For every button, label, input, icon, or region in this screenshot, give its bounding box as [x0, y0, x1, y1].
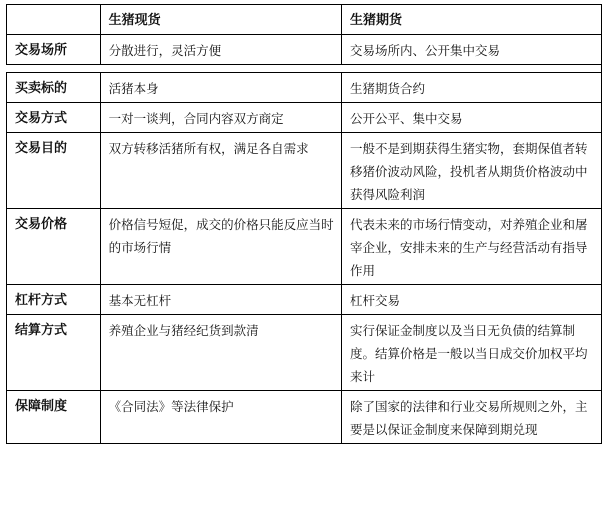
spot-cell: 价格信号短促，成交的价格只能反应当时的市场行情: [100, 209, 341, 285]
row-label: 交易方式: [7, 103, 101, 133]
row-label: 交易价格: [7, 209, 101, 285]
spot-cell: 活猪本身: [100, 73, 341, 103]
row-label: 交易目的: [7, 133, 101, 209]
table-row: [7, 133, 602, 209]
table-row: [7, 209, 602, 285]
row-label: 交易场所: [7, 35, 101, 65]
row-label: 杠杆方式: [7, 285, 101, 315]
table-row: [7, 103, 602, 133]
row-label: 结算方式: [7, 315, 101, 391]
spot-cell: 基本无杠杆: [100, 285, 341, 315]
row-label: 保障制度: [7, 391, 101, 444]
row-label: 买卖标的: [7, 73, 101, 103]
futures-cell: 一般不是到期获得生猪实物，套期保值者转移猪价波动风险，投机者从期货价格波动中获得风险利润: [341, 133, 601, 209]
table-row: [7, 285, 602, 315]
comparison-table: [6, 4, 602, 444]
table-row: [7, 391, 602, 444]
header-spot: 生猪现货: [100, 5, 341, 35]
futures-cell: 生猪期货合约: [341, 73, 601, 103]
gap-cell: [341, 65, 601, 73]
gap-cell: [7, 65, 101, 73]
spot-cell: 分散进行，灵活方便: [100, 35, 341, 65]
header-futures: 生猪期货: [341, 5, 601, 35]
table-row: [7, 73, 602, 103]
futures-cell: 代表未来的市场行情变动，对养殖企业和屠宰企业，安排未来的生产与经营活动有指导作用: [341, 209, 601, 285]
spot-cell: 双方转移活猪所有权，满足各自需求: [100, 133, 341, 209]
futures-cell: 杠杆交易: [341, 285, 601, 315]
futures-cell: 公开公平、集中交易: [341, 103, 601, 133]
spot-cell: 一对一谈判，合同内容双方商定: [100, 103, 341, 133]
table-row: [7, 35, 602, 65]
header-blank-cell: [7, 5, 101, 35]
table-row: [7, 315, 602, 391]
futures-cell: 除了国家的法律和行业交易所规则之外，主要是以保证金制度来保障到期兑现: [341, 391, 601, 444]
spot-cell: 养殖企业与猪经纪货到款清: [100, 315, 341, 391]
futures-cell: 实行保证金制度以及当日无负债的结算制度。结算价格是一般以当日成交价加权平均来计: [341, 315, 601, 391]
gap-cell: [100, 65, 341, 73]
futures-cell: 交易场所内、公开集中交易: [341, 35, 601, 65]
spot-cell: 《合同法》等法律保护: [100, 391, 341, 444]
table-gap: [7, 65, 602, 73]
header-row: [7, 5, 602, 35]
